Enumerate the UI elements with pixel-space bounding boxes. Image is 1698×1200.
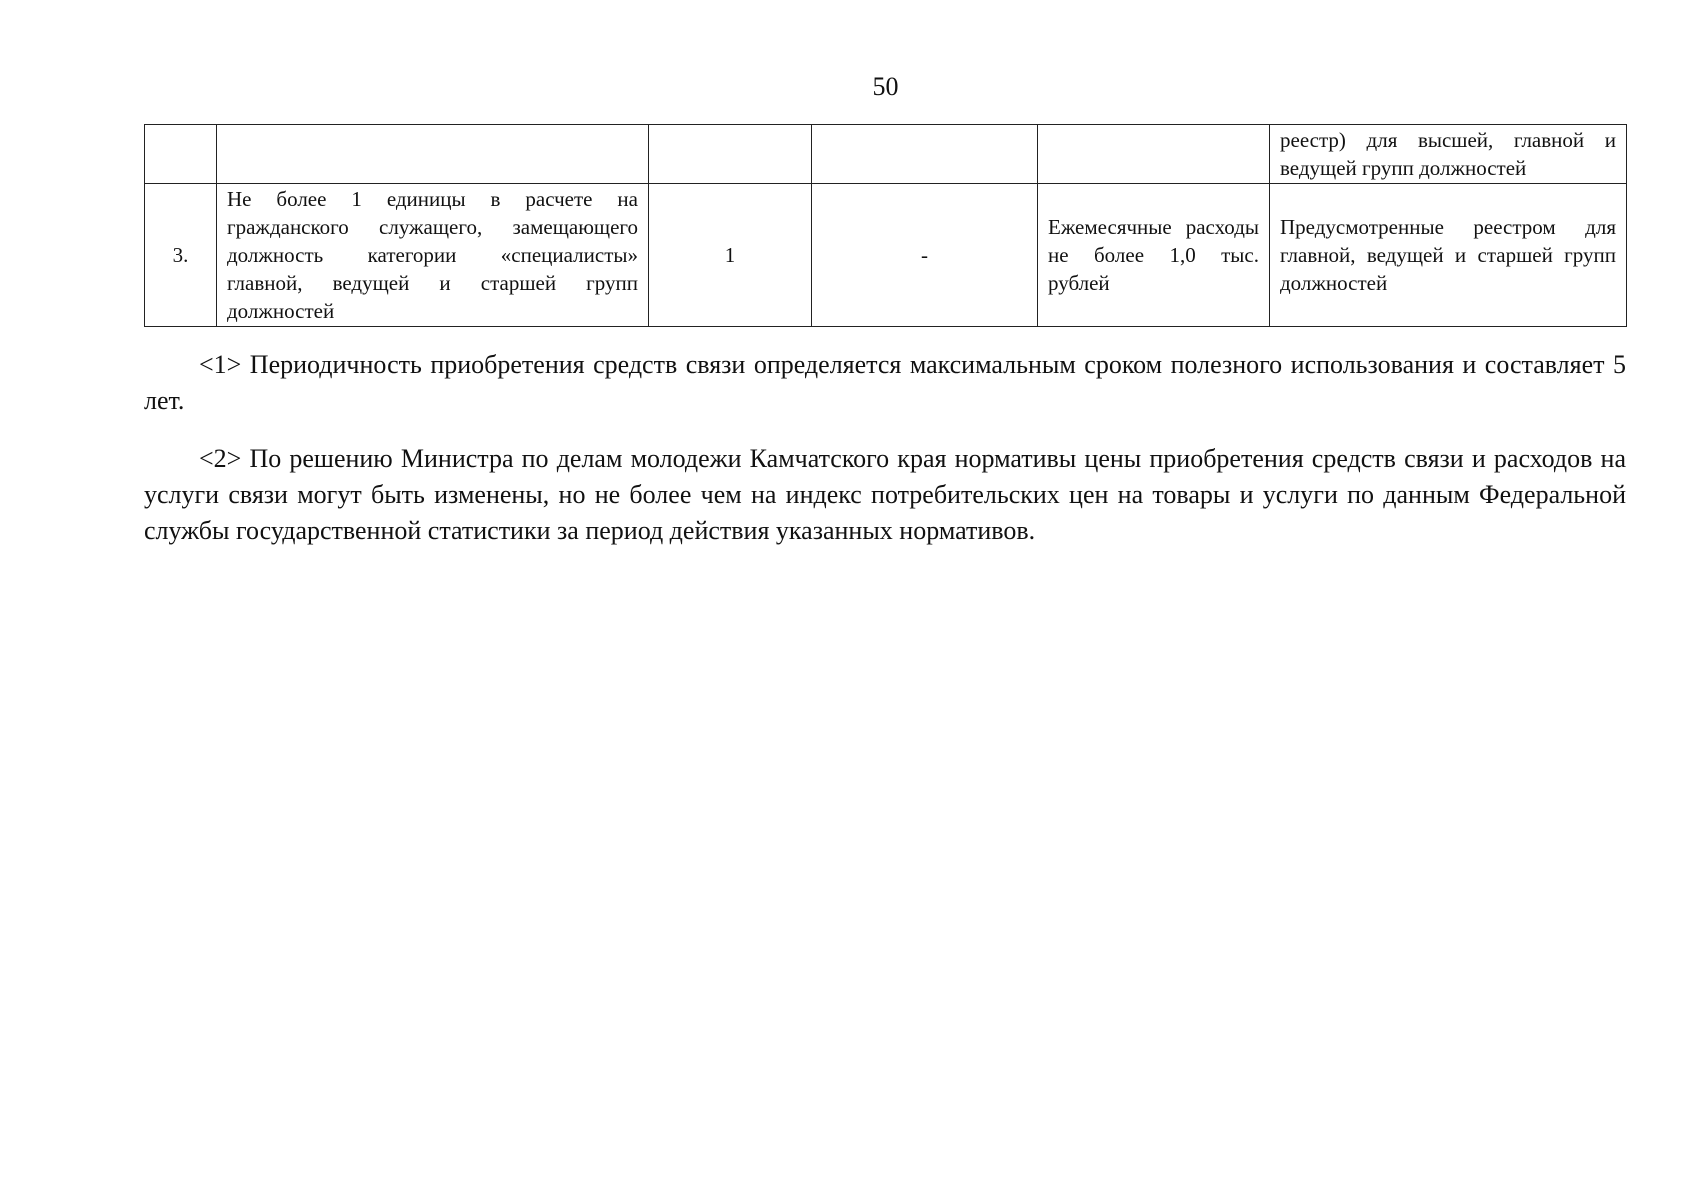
norms-table bbox=[144, 124, 1627, 327]
table-cell-price bbox=[812, 125, 1038, 184]
page-number: 50 bbox=[872, 72, 899, 101]
table-cell-price: - bbox=[812, 184, 1038, 327]
table-cell-quantity-norm: Не более 1 единицы в расчете на гражданского служащего, замещающего должность категории «специалисты» главной, ведущей и старшей групп должностей bbox=[217, 184, 649, 327]
table-row bbox=[145, 184, 1627, 327]
table-row bbox=[145, 125, 1627, 184]
table-cell-expenses: Ежемесячные расходы не более 1,0 тыс. рублей bbox=[1038, 184, 1270, 327]
table-cell-count bbox=[649, 125, 812, 184]
table-cell-count: 1 bbox=[649, 184, 812, 327]
table-cell-positions: реестр) для высшей, главной и ведущей групп должностей bbox=[1270, 125, 1627, 184]
table-cell-number: 3. bbox=[145, 184, 217, 327]
table-cell-quantity-norm bbox=[217, 125, 649, 184]
table-cell-expenses bbox=[1038, 125, 1270, 184]
footnote-2: <2> По решению Министра по делам молодежи Камчатского края нормативы цены приобретения средств связи и расходов на услуги связи могут быть изменены, но не более чем на индекс потребительских цен на товары и услуги по данным Федеральной службы государственной статистики за период действия указанных нормативов. bbox=[144, 444, 1626, 545]
table-cell-positions: Предусмотренные реестром для главной, ведущей и старшей групп должностей bbox=[1270, 184, 1627, 327]
footnotes bbox=[144, 347, 1626, 571]
table-cell-number bbox=[145, 125, 217, 184]
footnote-1: <1> Периодичность приобретения средств связи определяется максимальным сроком полезного использования и составляет 5 лет. bbox=[144, 350, 1626, 415]
